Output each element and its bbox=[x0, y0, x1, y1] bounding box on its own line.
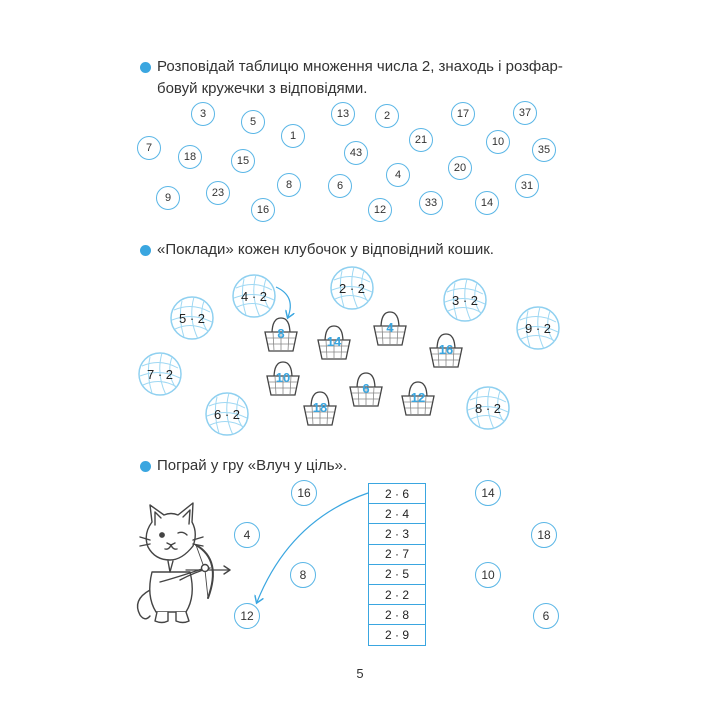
bullet-task-2 bbox=[140, 245, 151, 256]
answer-circle[interactable]: 4 bbox=[386, 163, 410, 187]
basket-number: 6 bbox=[362, 381, 370, 396]
bullet-task-1 bbox=[140, 62, 151, 73]
basket[interactable] bbox=[261, 314, 301, 354]
answer-circle[interactable]: 33 bbox=[419, 191, 443, 215]
yarn-ball[interactable] bbox=[136, 350, 184, 398]
answer-circle[interactable]: 16 bbox=[251, 198, 275, 222]
basket-number: 10 bbox=[275, 370, 291, 385]
expression-cell[interactable]: 2 · 4 bbox=[369, 504, 425, 524]
answer-circle[interactable]: 37 bbox=[513, 101, 537, 125]
yarn-ball[interactable] bbox=[441, 276, 489, 324]
task-3-text: Пограй у гру «Влуч у ціль». bbox=[157, 457, 348, 474]
expression-cell[interactable]: 2 · 6 bbox=[369, 484, 425, 504]
basket[interactable] bbox=[426, 330, 466, 370]
expression-table bbox=[368, 483, 426, 646]
example-arrow-yarn bbox=[276, 287, 290, 317]
yarn-ball[interactable] bbox=[230, 272, 278, 320]
yarn-ball[interactable] bbox=[514, 304, 562, 352]
basket-number: 14 bbox=[326, 334, 342, 349]
target-circle[interactable]: 8 bbox=[290, 562, 316, 588]
answer-circle[interactable]: 14 bbox=[475, 191, 499, 215]
answer-circle[interactable]: 8 bbox=[277, 173, 301, 197]
basket-number: 18 bbox=[312, 400, 328, 415]
yarn-ball[interactable] bbox=[203, 390, 251, 438]
target-circle[interactable]: 4 bbox=[234, 522, 260, 548]
example-arrow-table bbox=[257, 493, 368, 602]
yarn-expression: 4 · 2 bbox=[240, 288, 267, 304]
basket-number: 12 bbox=[410, 390, 426, 405]
yarn-expression: 5 · 2 bbox=[178, 310, 205, 326]
bullet-task-3 bbox=[140, 461, 151, 472]
answer-circle[interactable]: 3 bbox=[191, 102, 215, 126]
expression-cell[interactable]: 2 · 3 bbox=[369, 524, 425, 544]
yarn-expression: 2 · 2 bbox=[338, 280, 365, 296]
answer-circle[interactable]: 5 bbox=[241, 110, 265, 134]
answer-circle[interactable]: 13 bbox=[331, 102, 355, 126]
yarn-ball[interactable] bbox=[168, 294, 216, 342]
basket-number: 4 bbox=[386, 320, 394, 335]
expression-cell[interactable]: 2 · 2 bbox=[369, 585, 425, 605]
answer-circle[interactable]: 21 bbox=[409, 128, 433, 152]
basket[interactable] bbox=[263, 358, 303, 398]
answer-circle[interactable]: 23 bbox=[206, 181, 230, 205]
expression-cell[interactable]: 2 · 7 bbox=[369, 545, 425, 565]
target-circle[interactable]: 16 bbox=[291, 480, 317, 506]
yarn-expression: 6 · 2 bbox=[213, 406, 240, 422]
task-1-line-1: Розповідай таблицю множення числа 2, знаходь і розфар- bbox=[157, 58, 563, 75]
yarn-expression: 3 · 2 bbox=[451, 292, 478, 308]
expression-cell[interactable]: 2 · 5 bbox=[369, 565, 425, 585]
answer-circle[interactable]: 6 bbox=[328, 174, 352, 198]
target-circle[interactable]: 18 bbox=[531, 522, 557, 548]
target-circle[interactable]: 14 bbox=[475, 480, 501, 506]
cat-archer-icon bbox=[138, 503, 230, 623]
answer-circle[interactable]: 18 bbox=[178, 145, 202, 169]
expression-cell[interactable]: 2 · 9 bbox=[369, 625, 425, 645]
answer-circle[interactable]: 1 bbox=[281, 124, 305, 148]
answer-circle[interactable]: 12 bbox=[368, 198, 392, 222]
yarn-ball[interactable] bbox=[464, 384, 512, 432]
target-circle[interactable]: 10 bbox=[475, 562, 501, 588]
task-1-line-2: бовуй кружечки з відповідями. bbox=[157, 80, 368, 97]
answer-circle[interactable]: 15 bbox=[231, 149, 255, 173]
basket-number: 8 bbox=[277, 326, 285, 341]
basket[interactable] bbox=[346, 369, 386, 409]
yarn-expression: 7 · 2 bbox=[146, 366, 173, 382]
answer-circle[interactable]: 31 bbox=[515, 174, 539, 198]
answer-circle[interactable]: 35 bbox=[532, 138, 556, 162]
basket[interactable] bbox=[314, 322, 354, 362]
yarn-ball[interactable] bbox=[328, 264, 376, 312]
target-circle[interactable]: 6 bbox=[533, 603, 559, 629]
answer-circle[interactable]: 43 bbox=[344, 141, 368, 165]
yarn-expression: 9 · 2 bbox=[524, 320, 551, 336]
answer-circle[interactable]: 2 bbox=[375, 104, 399, 128]
target-circle[interactable]: 12 bbox=[234, 603, 260, 629]
basket[interactable] bbox=[300, 388, 340, 428]
page-number: 5 bbox=[356, 666, 364, 681]
yarn-expression: 8 · 2 bbox=[474, 400, 501, 416]
answer-circle[interactable]: 17 bbox=[451, 102, 475, 126]
answer-circle[interactable]: 20 bbox=[448, 156, 472, 180]
basket[interactable] bbox=[370, 308, 410, 348]
answer-circle[interactable]: 7 bbox=[137, 136, 161, 160]
basket-number: 16 bbox=[438, 342, 454, 357]
answer-circle[interactable]: 9 bbox=[156, 186, 180, 210]
task-2-text: «Поклади» кожен клубочок у відповідний кошик. bbox=[157, 241, 494, 258]
expression-cell[interactable]: 2 · 8 bbox=[369, 605, 425, 625]
answer-circle[interactable]: 10 bbox=[486, 130, 510, 154]
basket[interactable] bbox=[398, 378, 438, 418]
